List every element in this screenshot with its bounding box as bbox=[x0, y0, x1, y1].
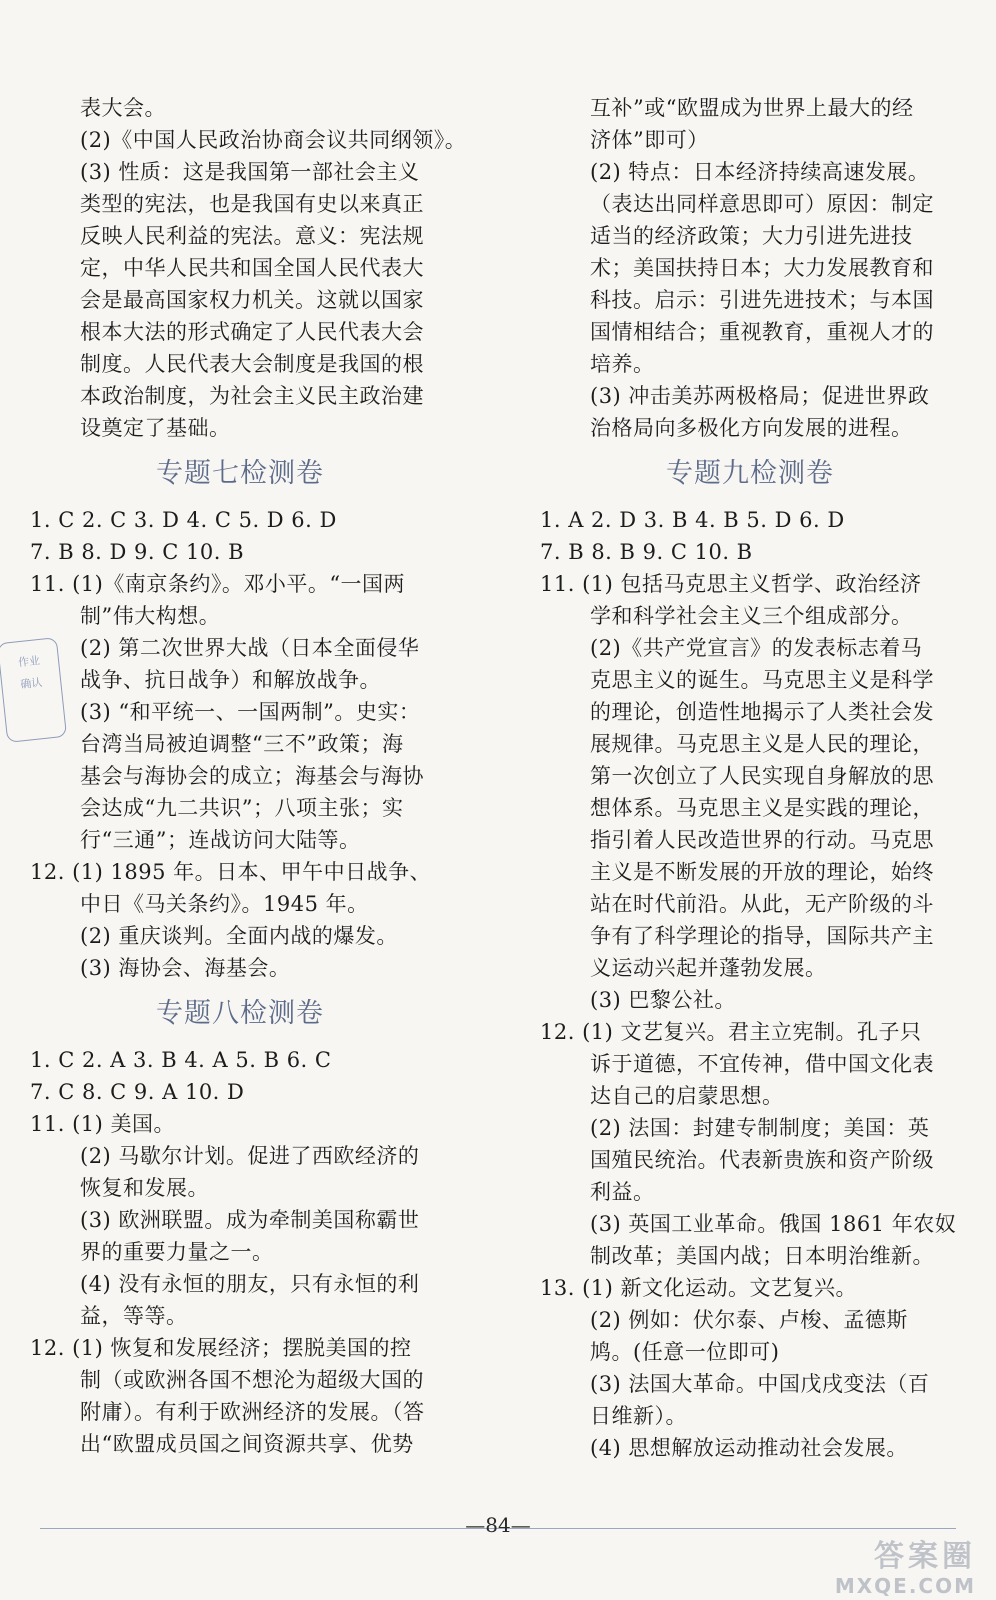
answer-line: 1. C 2. A 3. B 4. A 5. B 6. C bbox=[30, 1048, 332, 1072]
answer-line: 鸠。(任意一位即可) bbox=[590, 1340, 780, 1364]
answer-line: 主义是不断发展的开放的理论，始终 bbox=[590, 860, 934, 884]
answer-line: 学和科学社会主义三个组成部分。 bbox=[590, 604, 913, 628]
answer-line: 本政治制度，为社会主义民主政治建 bbox=[80, 384, 424, 408]
answer-line: 达自己的启蒙思想。 bbox=[590, 1084, 784, 1108]
answer-line: 会达成“九二共识”；八项主张；实 bbox=[80, 796, 404, 820]
answer-line: 指引着人民改造世界的行动。马克思 bbox=[590, 828, 934, 852]
answer-line: 根本大法的形式确定了人民代表大会 bbox=[80, 320, 424, 344]
answer-line: (3) 欧洲联盟。成为牵制美国称霸世 bbox=[80, 1208, 420, 1232]
stamp-line-2: 确认 bbox=[19, 675, 43, 692]
answer-line: 适当的经济政策；大力引进先进技 bbox=[590, 224, 913, 248]
answer-line: 会是最高国家权力机关。这就以国家 bbox=[80, 288, 424, 312]
answer-line: (2)《共产党宣言》的发表标志着马 bbox=[590, 636, 923, 660]
answer-line: (3) 法国大革命。中国戊戌变法（百 bbox=[590, 1372, 930, 1396]
answer-line: (4) 思想解放运动推动社会发展。 bbox=[590, 1436, 908, 1460]
answer-line: 想体系。马克思主义是实践的理论， bbox=[590, 796, 934, 820]
answer-line: 表大会。 bbox=[80, 96, 166, 120]
answer-line: 基会与海协会的成立；海基会与海协 bbox=[80, 764, 424, 788]
answer-line: 界的重要力量之一。 bbox=[80, 1240, 274, 1264]
answer-line: 益，等等。 bbox=[80, 1304, 188, 1328]
answer-line: 恢复和发展。 bbox=[80, 1176, 209, 1200]
answer-line: (3) 冲击美苏两极格局；促进世界政 bbox=[590, 384, 930, 408]
stamp-line-1: 作业 bbox=[17, 654, 41, 670]
answer-line: 济体”即可） bbox=[590, 128, 709, 152]
answer-line: 国殖民统治。代表新贵族和资产阶级 bbox=[590, 1148, 934, 1172]
answer-line: (2) 马歇尔计划。促进了西欧经济的 bbox=[80, 1144, 420, 1168]
answer-line: 设奠定了基础。 bbox=[80, 416, 231, 440]
watermark-logo bbox=[786, 1540, 976, 1600]
answer-line: 1. A 2. D 3. B 4. B 5. D 6. D bbox=[540, 508, 845, 532]
answer-line: (2) 特点：日本经济持续高速发展。 bbox=[590, 160, 930, 184]
answer-line: 制（或欧洲各国不想沦为超级大国的 bbox=[80, 1368, 424, 1392]
answer-line: 7. B 8. D 9. C 10. B bbox=[30, 540, 245, 564]
answer-line: 利益。 bbox=[590, 1180, 655, 1204]
answer-line: 1. C 2. C 3. D 4. C 5. D 6. D bbox=[30, 508, 337, 532]
answer-line: 类型的宪法，也是我国有史以来真正 bbox=[80, 192, 424, 216]
answer-line: (2) 例如：伏尔泰、卢梭、孟德斯 bbox=[590, 1308, 908, 1332]
page-number: —84— bbox=[465, 1513, 531, 1537]
answer-line: 7. B 8. B 9. C 10. B bbox=[540, 540, 753, 564]
answer-line: 中日《马关条约》。1945 年。 bbox=[80, 892, 369, 916]
answer-line: 科技。启示：引进先进技术；与本国 bbox=[590, 288, 934, 312]
answer-line: 制改革；美国内战；日本明治维新。 bbox=[590, 1244, 934, 1268]
answer-line: 12. (1) 1895 年。日本、甲午中日战争、 bbox=[30, 860, 432, 884]
answer-line: (3) 性质：这是我国第一部社会主义 bbox=[80, 160, 420, 184]
answer-line: 日维新）。 bbox=[590, 1404, 687, 1428]
answer-line: 站在时代前沿。从此，无产阶级的斗 bbox=[590, 892, 934, 916]
answer-line: 7. C 8. C 9. A 10. D bbox=[30, 1080, 245, 1104]
answer-line: 的理论，创造性地揭示了人类社会发 bbox=[590, 700, 934, 724]
answer-line: 义运动兴起并蓬勃发展。 bbox=[590, 956, 827, 980]
answer-line: (4) 没有永恒的朋友，只有永恒的利 bbox=[80, 1272, 420, 1296]
answer-line: 反映人民利益的宪法。意义：宪法规 bbox=[80, 224, 424, 248]
homework-stamp bbox=[0, 637, 67, 743]
answer-line: 附庸）。有利于欧洲经济的发展。（答 bbox=[80, 1400, 425, 1424]
answer-line: (2) 第二次世界大战（日本全面侵华 bbox=[80, 636, 420, 660]
answer-line: (3) 巴黎公社。 bbox=[590, 988, 736, 1012]
section-heading: 专题七检测卷 bbox=[156, 458, 324, 489]
answer-line: 12. (1) 恢复和发展经济；摆脱美国的控 bbox=[30, 1336, 412, 1360]
answer-line: 国情相结合；重视教育，重视人才的 bbox=[590, 320, 934, 344]
watermark-bottom: MXQE.COM bbox=[834, 1574, 976, 1598]
answer-line: 11. (1) 美国。 bbox=[30, 1112, 175, 1136]
answer-line: 12. (1) 文艺复兴。君主立宪制。孔子只 bbox=[540, 1020, 922, 1044]
answer-line: 术；美国扶持日本；大力发展教育和 bbox=[590, 256, 934, 280]
answer-line: (2) 法国：封建专制制度；美国：英 bbox=[590, 1116, 930, 1140]
answer-line: (3) “和平统一、一国两制”。史实： bbox=[80, 700, 421, 724]
answer-line: 第一次创立了人民实现自身解放的思 bbox=[590, 764, 934, 788]
answer-line: 培养。 bbox=[590, 352, 655, 376]
answer-line: 展规律。马克思主义是人民的理论， bbox=[590, 732, 934, 756]
answer-line: 治格局向多极化方向发展的进程。 bbox=[590, 416, 913, 440]
answer-line: 战争、抗日战争）和解放战争。 bbox=[80, 668, 381, 692]
answer-line: 定，中华人民共和国全国人民代表大 bbox=[80, 256, 424, 280]
answer-line: 11. (1) 包括马克思主义哲学、政治经济 bbox=[540, 572, 922, 596]
answer-line: (2)《中国人民政治协商会议共同纲领》。 bbox=[80, 128, 467, 152]
section-heading: 专题八检测卷 bbox=[156, 998, 324, 1029]
answer-line: 争有了科学理论的指导，国际共产主 bbox=[590, 924, 934, 948]
section-heading: 专题九检测卷 bbox=[666, 458, 834, 489]
answer-line: (2) 重庆谈判。全面内战的爆发。 bbox=[80, 924, 398, 948]
answer-line: 制度。人民代表大会制度是我国的根 bbox=[80, 352, 424, 376]
right-column bbox=[540, 92, 960, 1464]
answer-line: (3) 海协会、海基会。 bbox=[80, 956, 291, 980]
left-column bbox=[30, 92, 467, 1460]
answer-line: 11. (1)《南京条约》。邓小平。“一国两 bbox=[30, 572, 406, 596]
answer-line: 制”伟大构想。 bbox=[80, 604, 221, 628]
answer-line: 行“三通”；连战访问大陆等。 bbox=[80, 828, 361, 852]
answer-line: 台湾当局被迫调整“三不”政策；海 bbox=[80, 732, 404, 756]
watermark-top: 答案圈 bbox=[874, 1539, 976, 1574]
answer-line: 13. (1) 新文化运动。文艺复兴。 bbox=[540, 1276, 857, 1300]
answer-line: 克思主义的诞生。马克思主义是科学 bbox=[590, 668, 934, 692]
answer-line: 出“欧盟成员国之间资源共享、优势 bbox=[80, 1432, 414, 1456]
answer-line: 互补”或“欧盟成为世界上最大的经 bbox=[590, 96, 914, 120]
answer-line: （表达出同样意思即可）原因：制定 bbox=[590, 192, 934, 216]
answer-line: 诉于道德，不宜传神，借中国文化表 bbox=[590, 1052, 934, 1076]
answer-line: (3) 英国工业革命。俄国 1861 年农奴 bbox=[590, 1212, 957, 1236]
